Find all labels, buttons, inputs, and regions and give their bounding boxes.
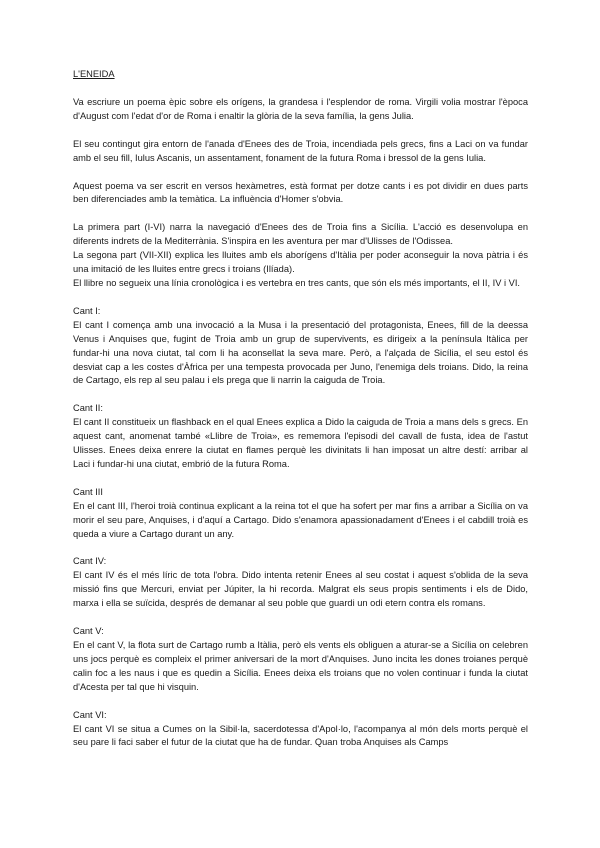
cant-text: El cant I comença amb una invocació a la Musa i la presentació del protagonista, Enees, fill de la deessa Venus i Anquises que, fugint de Troia amb un grup de supervivents, es dirigeix a la península Itàlica per fundar-hi una nova ciutat, tal com li ha aconsellat la seva mare. Però, a l'alçada de Sicília, el seu estol és desviat cap a les costes d'Àfrica per una tempesta provocada per Juno, l'enemiga dels troians. Dido, la reina de Cartago, els rep al seu palau i els prega que li narrin la caiguda de Troia. bbox=[73, 319, 528, 386]
cant-section bbox=[73, 402, 528, 472]
cant-heading: Cant I: bbox=[73, 305, 101, 316]
intro-paragraph: Aquest poema va ser escrit en versos hexàmetres, està format per dotze cants i es pot dividir en dues parts ben diferenciades amb la temàtica. La influència d'Homer s'obvia. bbox=[73, 180, 528, 205]
structure-line: El llibre no segueix una línia cronològica i es vertebra en tres cants, que són els més importants, el II, IV i VI. bbox=[73, 277, 520, 288]
cant-text: El cant VI se situa a Cumes on la Sibil·la, sacerdotessa d'Apol·lo, l'acompanya al món dels morts perquè el seu pare li faci saber el futur de la ciutat que ha de fundar. Quan troba Anquises als Camps bbox=[73, 723, 528, 748]
cant-text: En el cant V, la flota surt de Cartago rumb a Itàlia, però els vents els obliguen a aturar-se a Sicília on celebren uns jocs perquè es compleix el primer aniversari de la mort d'Anquises. Juno incita les dones troianes perquè calin foc a les naus i que es quedin a Sicília. Enees deixa els troians que no volen continuar i funda la ciutat d'Acesta per tal que hi visquin. bbox=[73, 640, 528, 692]
cant-section bbox=[73, 486, 528, 542]
structure-line: La segona part (VII-XII) explica les lluites amb els aborígens d'Itàlia per poder aconseguir la nova pàtria i és una imitació de les lluites entre grecs i troians (Ilíada). bbox=[73, 250, 528, 275]
cant-text: En el cant III, l'heroi troià continua explicant a la reina tot el que ha sofert per mar fins a arribar a Sicília on va morir el seu pare, Anquises, i d'aquí a Cartago. Dido s'enamora apassionadament d'Enees i el cabdill troià es queda a viure a Cartago durant un any. bbox=[73, 500, 528, 539]
cant-heading: Cant III bbox=[73, 486, 103, 497]
cant-text: El cant II constitueix un flashback en el qual Enees explica a Dido la caiguda de Troia a mans dels s grecs. En aquest cant, anomenat també «Llibre de Troia», es rememora l'episodi del cavall de fusta, idea de l'astut Ulisses. Enees deixa enrere la ciutat en flames perquè les divinitats li han imposat un altre destí: arribar al Laci i fundar-hi una ciutat, embrió de la futura Roma. bbox=[73, 417, 528, 469]
cant-heading: Cant V: bbox=[73, 626, 104, 637]
cant-heading: Cant II: bbox=[73, 403, 103, 414]
cant-section bbox=[73, 305, 528, 388]
intro-paragraph: El seu contingut gira entorn de l'anada d'Enees des de Troia, incendiada pels grecs, fins a Laci on va fundar amb el seu fill, Iulus Ascanis, un assentament, fonament de la futura Roma i bressol de la gens Iulia. bbox=[73, 138, 528, 163]
cant-heading: Cant VI: bbox=[73, 709, 107, 720]
structure-line: La primera part (I-VI) narra la navegació d'Enees des de Troia fins a Sicília. L'acció es desenvolupa en diferents indrets de la Mediterrània. S'inspira en les aventura per mar d'Ulisses de l'Odissea. bbox=[73, 222, 528, 247]
document-page bbox=[73, 68, 528, 764]
cant-text: El cant IV és el més líric de tota l'obra. Dido intenta retenir Enees al seu costat i aquest s'oblida de la seva missió fins que Mercuri, enviat per Júpiter, la hi recorda. Malgrat els seus propis sentiments i els de Dido, marxa i ella se suïcida, després de demanar al seu poble que guardi un odi etern contra els romans. bbox=[73, 570, 528, 609]
cant-section bbox=[73, 709, 528, 751]
cant-heading: Cant IV: bbox=[73, 556, 107, 567]
intro-paragraph: Va escriure un poema èpic sobre els orígens, la grandesa i l'esplendor de roma. Virgili volia mostrar l'època d'August com l'edat d'or de Roma i enaltir la glòria de la seva família, la gens Julia. bbox=[73, 96, 528, 121]
structure-block bbox=[73, 221, 528, 291]
cant-section bbox=[73, 555, 528, 611]
document-title: L'ENEIDA bbox=[73, 69, 115, 79]
cant-section bbox=[73, 625, 528, 695]
